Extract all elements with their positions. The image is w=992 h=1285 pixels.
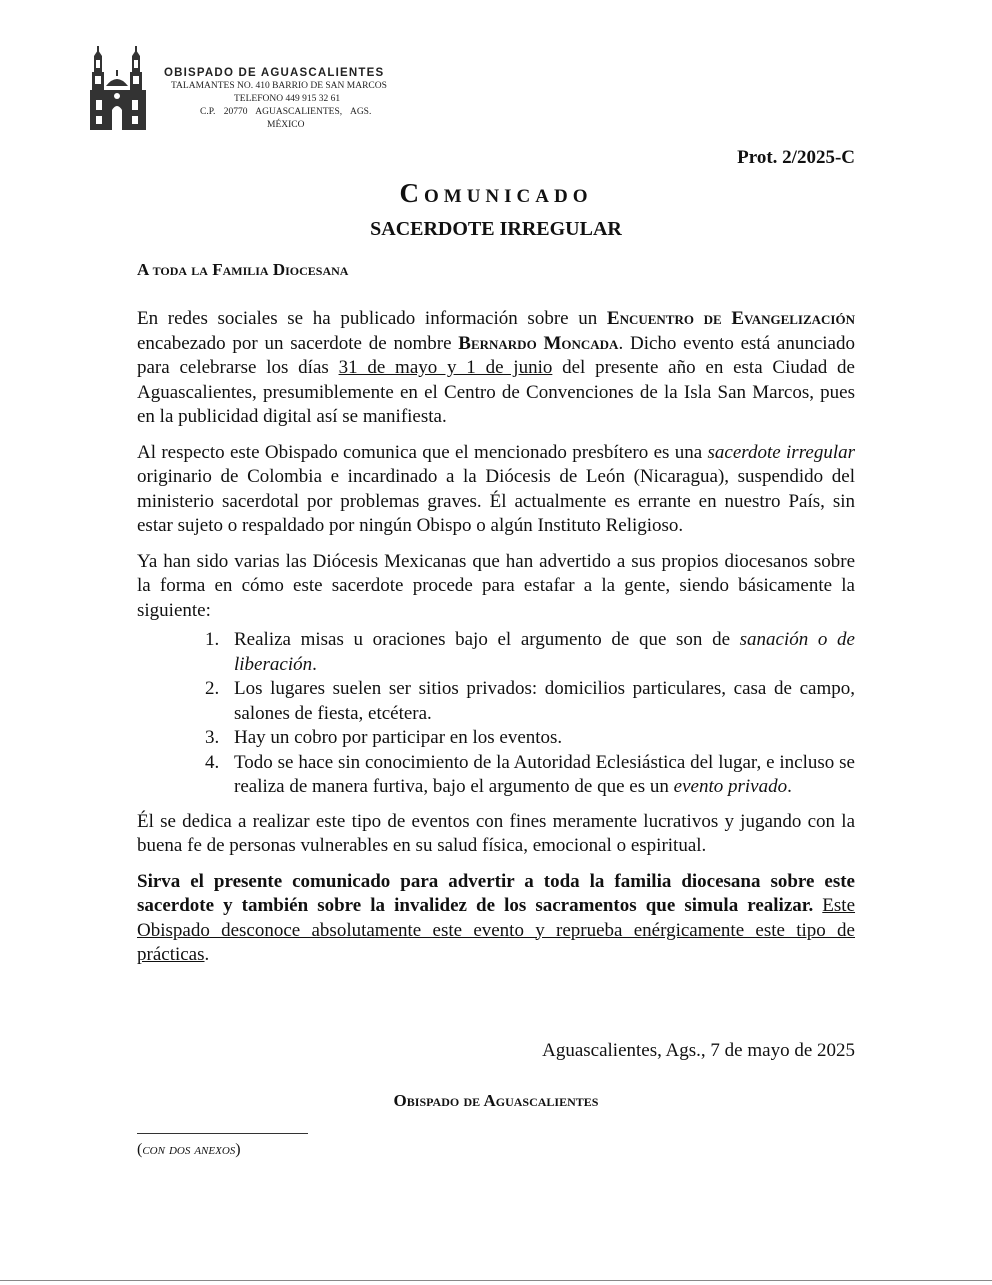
list-item-1-emphasis: sanación o de liberación	[234, 629, 855, 675]
letterhead-org-name: OBISPADO DE AGUASCALIENTES	[164, 67, 385, 79]
greeting: A toda la Familia Diocesana	[137, 260, 349, 279]
annex-close-paren: )	[235, 1141, 241, 1158]
p2-text-2: originario de Colombia e incardinado a la Diócesis de León (Nicaragua), suspendido del ministerio sacerdotal por problemas graves. Él actualmente es errante en nuestro País, sin estar sujeto o respaldado por ningún Obispo o algún Instituto Religioso.	[137, 466, 855, 536]
list-item: 2. Los lugares suelen ser sitios privados: domicilios particulares, casa de campo, salones de fiesta, etcétera.	[224, 677, 855, 726]
warning-statement: Sirva el presente comunicado para advertir a toda la familia diocesana sobre este sacerdote y también sobre la invalidez de los sacramentos que simula realizar	[137, 870, 855, 916]
warning-period: .	[808, 895, 823, 916]
p1-text-1: En redes sociales se ha publicado información sobre un	[137, 308, 607, 329]
document-subtitle: SACERDOTE IRREGULAR	[370, 218, 622, 240]
priest-name: Bernardo Moncada	[458, 332, 619, 354]
place-and-date: Aguascalientes, Ags., 7 de mayo de 2025	[542, 1040, 855, 1061]
letterhead-address: TALAMANTES NO. 410 BARRIO DE SAN MARCOS	[171, 81, 387, 91]
list-item: 3. Hay un cobro por participar en los eventos.	[224, 726, 855, 751]
paragraph-1	[137, 307, 855, 430]
annex-open-paren: (	[137, 1141, 143, 1158]
paragraph-3: Ya han sido varias las Diócesis Mexicanas que han advertido a sus propios diocesanos sobre la forma en cómo este sacerdote procede para estafar a la gente, siendo básicamente la siguiente:	[137, 550, 855, 621]
disavowal-period: .	[204, 944, 210, 965]
letterhead-phone: TELEFONO 449 915 32 61	[234, 94, 341, 104]
p2-text-1: Al respecto este Obispado comunica que el mencionado presbítero es una	[137, 441, 708, 463]
event-dates: 31 de mayo y 1 de junio	[338, 357, 553, 378]
paragraph-2	[137, 441, 855, 539]
cathedral-logo-icon	[88, 42, 150, 134]
list-item-1-end: .	[312, 653, 317, 675]
annex-note	[137, 1141, 241, 1159]
annex-label: con dos anexos	[142, 1141, 236, 1158]
protocol-number: Prot. 2/2025-C	[737, 147, 855, 168]
letterhead-postal: C.P. 20770 AGUASCALIENTES, AGS.	[200, 107, 372, 117]
p1-text-2: encabezado por un sacerdote de nombre	[137, 332, 459, 354]
letterhead	[164, 67, 439, 132]
list-item-1-text: Realiza misas u oraciones bajo el argumento de que son de	[234, 629, 740, 650]
p2-emphasis: sacerdote irregular	[707, 441, 855, 463]
page-bottom-border	[0, 1280, 992, 1281]
list-item	[224, 751, 855, 800]
list-item	[224, 628, 855, 677]
signature-block: Obispado de Aguascalientes	[393, 1091, 599, 1110]
document-title: Comunicado	[399, 178, 593, 208]
paragraph-4: Él se dedica a realizar este tipo de eventos con fines meramente lucrativos y jugando con la buena fe de personas vulnerables en su salud física, emocional o espiritual.	[137, 810, 855, 856]
signature-divider	[137, 1133, 308, 1134]
list-item-4-emphasis: evento privado	[673, 776, 788, 797]
event-name: Encuentro de Evangelización	[606, 308, 855, 329]
list-item-4-end: .	[787, 776, 792, 797]
paragraph-5	[137, 870, 855, 968]
modus-operandi-list	[137, 628, 855, 800]
p1-text-3: . Dicho evento está anunciado para celebrarse los días	[137, 332, 855, 378]
list-item-4-text: Todo se hace sin conocimiento de la Autoridad Eclesiástica del lugar, e incluso se realiza de manera furtiva, bajo el argumento de que es un	[234, 751, 855, 797]
letterhead-country: MÉXICO	[267, 120, 305, 130]
p1-text-4: del presente año en esta Ciudad de Aguascalientes, presumiblemente en el Centro de Convenciones de la Isla San Marcos, pues en la publicidad digital así se manifiesta.	[137, 357, 855, 427]
document-body	[137, 307, 855, 979]
disavowal-statement: Este Obispado desconoce absolutamente este evento y reprueba enérgicamente este tipo de prácticas	[137, 895, 856, 965]
